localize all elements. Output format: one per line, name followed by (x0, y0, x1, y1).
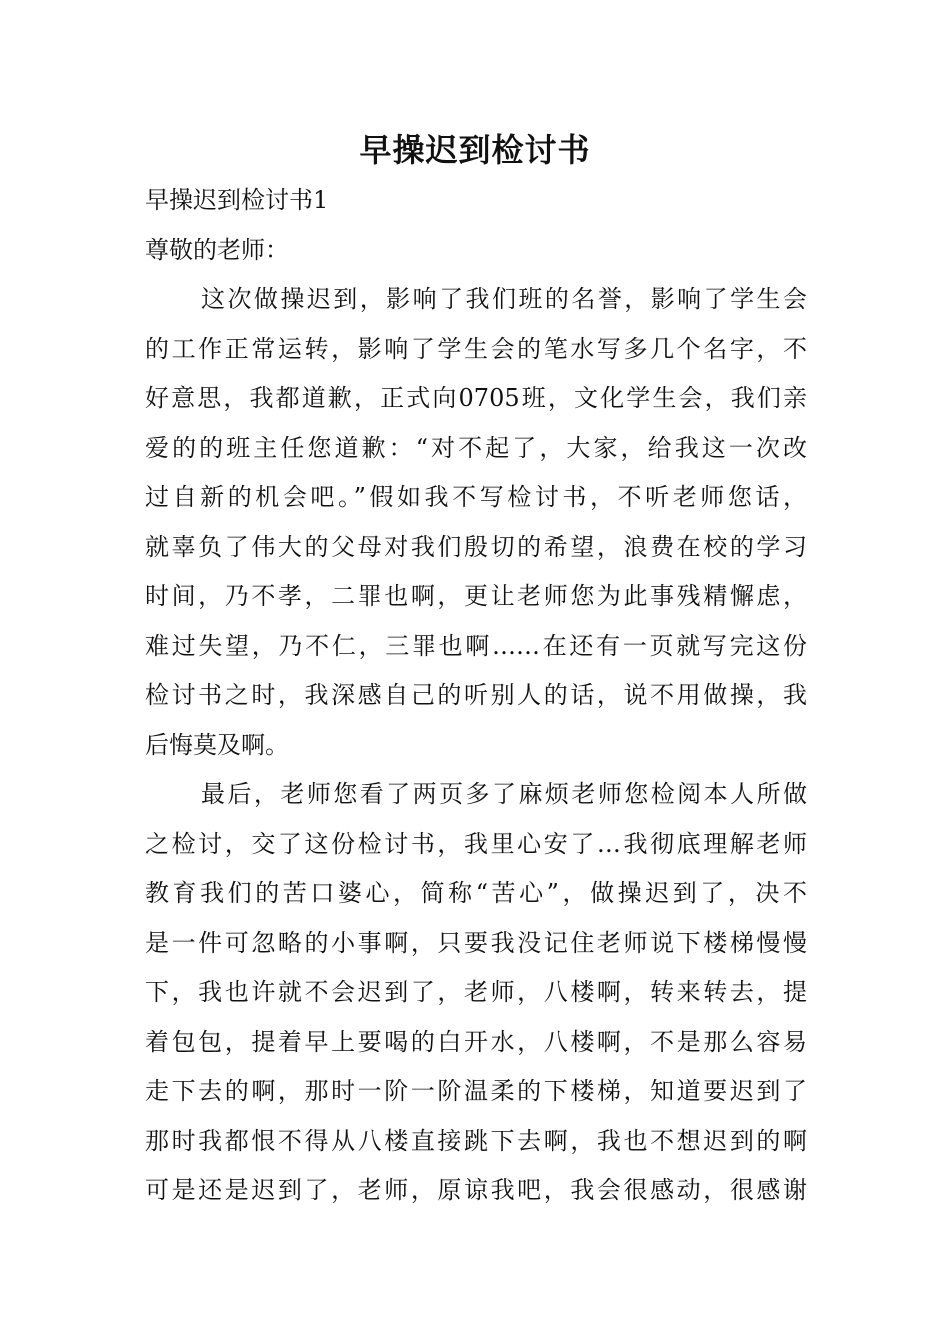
paragraph-line: 走下去的啊，那时一阶一阶温柔的下楼梯，知道要迟到了 (145, 1077, 807, 1105)
paragraph-line: 之检讨，交了这份检讨书，我里心安了…我彻底理解老师 (145, 829, 807, 858)
paragraph-line: 是一件可忽略的小事啊，只要我没记住老师说下楼梯慢慢 (145, 928, 807, 957)
paragraph-line: 这次做操迟到，影响了我们班的名誉，影响了学生会 (201, 285, 807, 313)
paragraph-line: 爱的的班主任您道歉：“对不起了，大家，给我这一次改 (145, 433, 807, 462)
document-title: 早操迟到检讨书 (359, 131, 591, 169)
paragraph-line: 后悔莫及啊。 (145, 730, 289, 759)
paragraph-line: 时间，乃不孝，二罪也啊，更让老师您为此事残精懈虑， (145, 582, 807, 610)
paragraph-1 (145, 275, 807, 770)
paragraph-line: 教育我们的苦口婆心，简称“苦心”，做操迟到了，决不 (145, 879, 807, 907)
paragraph-line: 好意思，我都道歉，正式向0705班，文化学生会，我们亲 (145, 384, 807, 412)
paragraph-line: 着包包，提着早上要喝的白开水，八楼啊，不是那么容易 (145, 1027, 807, 1056)
paragraph-line: 那时我都恨不得从八楼直接跳下去啊，我也不想迟到的啊 (145, 1126, 807, 1155)
paragraph-line: 下，我也许就不会迟到了，老师，八楼啊，转来转去，提 (145, 978, 807, 1006)
paragraph-line: 最后，老师您看了两页多了麻烦老师您检阅本人所做 (201, 780, 807, 808)
salutation: 尊敬的老师： (145, 235, 289, 264)
paragraph-2 (145, 770, 807, 1216)
paragraph-line: 检讨书之时，我深感自己的听别人的话，说不用做操，我 (145, 681, 807, 709)
paragraph-line: 难过失望，乃不仁，三罪也啊……在还有一页就写完这份 (145, 631, 807, 660)
paragraph-line: 过自新的机会吧。”假如我不写检讨书，不听老师您话， (145, 483, 807, 511)
paragraph-line: 就辜负了伟大的父母对我们殷切的希望，浪费在校的学习 (145, 532, 807, 561)
paragraph-line: 的工作正常运转，影响了学生会的笔水写多几个名字，不 (145, 334, 807, 363)
document-body (145, 176, 807, 1216)
paragraph-line: 可是还是迟到了，老师，原谅我吧，我会很感动，很感谢 (145, 1176, 807, 1204)
section-heading: 早操迟到检讨书1 (145, 186, 329, 214)
